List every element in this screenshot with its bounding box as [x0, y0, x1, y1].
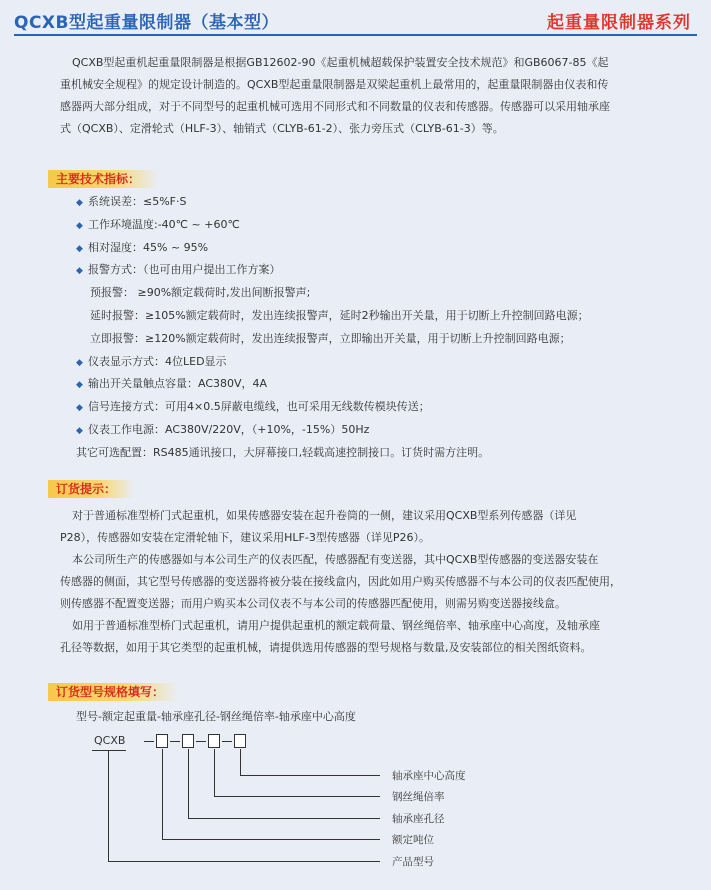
leader-horizontal	[162, 839, 380, 840]
spec-item	[76, 373, 686, 396]
diamond-bullet-icon: ◆	[76, 243, 83, 254]
specs-heading: 主要技术指标：	[48, 170, 158, 188]
label-rope-ratio: 钢丝绳倍率	[392, 791, 445, 803]
intro-line: 感器两大部分组成，对于不同型号的起重机械可选用不同形式和不同数量的仪表和传感器。传感器可以采用轴承座	[60, 100, 610, 113]
separator-dash	[170, 741, 180, 742]
model-prefix: QCXB	[94, 734, 126, 747]
ordering-line: P28），传感器如安装在定滑轮轴下，建议采用HLF-3型传感器（详见P26）。	[60, 531, 430, 544]
intro-line: QCXB型起重机起重量限制器是根据GB12602-90《起重机械超载保护装置安全技术规范》和GB6067-85《起	[72, 56, 609, 69]
intro-line: 重机械安全规程》的规定设计制造的。QCXB型起重量限制器是双梁起重机上最常用的，起重量限制器由仪表和传	[60, 78, 609, 91]
leader-horizontal	[240, 775, 380, 776]
spec-text: 工作环境温度:-40℃ ~ +60℃	[88, 217, 240, 231]
spec-subitem	[76, 328, 686, 351]
field-box-center-height	[234, 734, 246, 748]
spec-text: 相对湿度：45% ~ 95%	[88, 240, 209, 254]
label-center-height: 轴承座中心高度	[392, 770, 466, 782]
label-product-model: 产品型号	[392, 856, 434, 868]
separator-dash	[222, 741, 232, 742]
diamond-bullet-icon: ◆	[76, 380, 83, 391]
diamond-bullet-icon: ◆	[76, 266, 83, 277]
series-title: 起重量限制器系列	[547, 13, 691, 33]
spec-text: 立即报警：≥120%额定载荷时，发出连续报警声，立即输出开关量，用于切断上升控制回路电源；	[90, 331, 571, 345]
leader-horizontal	[214, 796, 380, 797]
spec-text: 仪表工作电源：AC380V/220V，（+10%，-15%）50Hz	[88, 422, 370, 436]
spec-item	[76, 214, 686, 237]
spec-item	[76, 351, 686, 374]
spec-item	[76, 237, 686, 260]
leader-vertical	[108, 751, 109, 861]
spec-item	[76, 442, 686, 465]
model-code-diagram	[70, 728, 700, 878]
ordering-paragraph	[60, 505, 700, 659]
spec-text: 预报警： ≥90%额定载荷时,发出间断报警声;	[90, 286, 311, 300]
ordering-line: 对于普通标准型桥门式起重机，如果传感器安装在起升卷筒的一侧，建议采用QCXB型系列传感器（详见	[72, 509, 577, 522]
spec-text: 延时报警：≥105%额定载荷时，发出连续报警声，延时2秒输出开关量，用于切断上升控制回路电源；	[90, 308, 589, 322]
spec-text: 报警方式：（也可由用户提出工作方案）	[88, 263, 281, 277]
separator-dash	[144, 741, 154, 742]
prefix-underline	[92, 750, 126, 751]
spec-subitem	[76, 305, 686, 328]
spec-text: 输出开关量触点容量：AC380V，4A	[88, 377, 268, 391]
ordering-line: 如用于普通标准型桥门式起重机，请用户提供起重机的额定载荷量、钢丝绳倍率、轴承座中心高度，及轴承座	[72, 619, 600, 632]
spec-item	[76, 259, 686, 282]
model-format: 型号-额定起重量-轴承座孔径-钢丝绳倍率-轴承座中心高度	[76, 710, 356, 723]
spec-text: 其它可选配置：RS485通讯接口，大屏幕接口,轻载高速控制接口。订货时需方注明。	[76, 445, 490, 459]
spec-subitem	[76, 282, 686, 305]
intro-line: 式（QCXB）、定滑轮式（HLF-3）、轴销式（CLYB-61-2）、张力旁压式（CLYB-61-3）等。	[60, 122, 504, 135]
diamond-bullet-icon: ◆	[76, 357, 83, 368]
leader-vertical	[214, 749, 215, 796]
spec-item	[76, 419, 686, 442]
model-heading: 订货型号规格填写：	[48, 683, 178, 701]
diamond-bullet-icon: ◆	[76, 403, 83, 414]
ordering-line: 传感器的侧面，其它型号传感器的变送器将被分装在接线盒内，因此如用户购买传感器不与本公司的仪表匹配使用，	[60, 575, 621, 588]
header-divider	[14, 34, 697, 36]
specs-list	[76, 191, 686, 465]
intro-paragraph	[60, 52, 700, 140]
ordering-line: 本公司所生产的传感器如与本公司生产的仪表匹配，传感器配有变送器，其中QCXB型传感器的变送器安装在	[72, 553, 599, 566]
spec-text: 系统误差：≤5%F·S	[88, 195, 187, 208]
ordering-line: 孔径等数据，如用于其它类型的起重机械，请提供选用传感器的型号规格与数量,及安装部位的相关图纸资料。	[60, 641, 592, 654]
page-header	[0, 0, 711, 44]
leader-vertical	[188, 749, 189, 818]
field-box-bearing-bore	[182, 734, 194, 748]
leader-vertical	[162, 749, 163, 839]
spec-item	[76, 396, 686, 419]
leader-horizontal	[188, 818, 380, 819]
spec-item	[76, 191, 686, 214]
field-box-rated-tonnage	[156, 734, 168, 748]
field-box-rope-ratio	[208, 734, 220, 748]
label-rated-tonnage: 额定吨位	[392, 834, 434, 846]
leader-horizontal	[108, 861, 380, 862]
ordering-heading: 订货提示：	[48, 480, 134, 498]
page-title: QCXB型起重量限制器（基本型）	[14, 13, 279, 33]
ordering-line: 则传感器不配置变送器；而用户购买本公司仪表不与本公司的传感器匹配使用，则需另购变送器接线盒。	[60, 597, 566, 610]
diamond-bullet-icon: ◆	[76, 220, 83, 231]
label-bearing-bore: 轴承座孔径	[392, 813, 445, 825]
spec-text: 信号连接方式：可用4×0.5屏蔽电缆线，也可采用无线数传模块传送；	[88, 400, 430, 414]
spec-text: 仪表显示方式：4位LED显示	[88, 354, 227, 368]
diamond-bullet-icon: ◆	[76, 425, 83, 436]
diamond-bullet-icon: ◆	[76, 198, 83, 208]
leader-vertical	[240, 749, 241, 775]
separator-dash	[196, 741, 206, 742]
